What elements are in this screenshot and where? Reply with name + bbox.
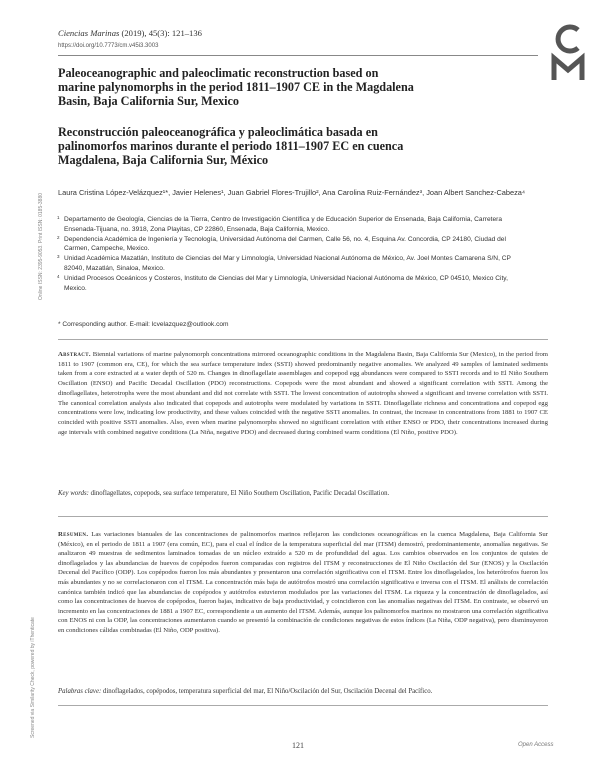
keywords-label: Key words: (58, 490, 89, 497)
similarity-check-sidebar: Screened via Similarity Check, powered by iThenticate (30, 617, 36, 738)
header-divider (58, 55, 538, 56)
abstract (58, 350, 548, 437)
abstract-heading: Abstract. (58, 351, 91, 358)
affiliation-item (58, 274, 528, 294)
journal-citation (58, 28, 202, 38)
affiliation-number: 2 (57, 234, 60, 240)
journal-volume: (2019), 45(3): 121–136 (119, 28, 202, 38)
affiliation-text: Dependencia Académica de Ingeniería y Tecnología, Universidad Autónoma del Carmen, Calle 56, no. 4, Esquina Av. Concordia, CP 24180, Ciudad del Carmen, Campeche, Mexico. (64, 235, 506, 253)
abstract-top-divider (58, 339, 548, 340)
affiliation-number: 1 (57, 215, 60, 220)
title-english: Paleoceanographic and paleoclimatic reconstruction based on marine palynomorphs in the period 1811–1907 CE in the Magdalena Basin, Baja California Sur, Mexico (58, 66, 414, 108)
resumen-heading: Resumen. (58, 531, 89, 538)
resumen (58, 530, 548, 636)
abstract-text: Biennial variations of marine palynomorph concentrations mirrored oceanographic conditions in the Magdalena Basin, Baja California Sur (Mexico), in the period from 1811 to 1907 (common era, CE), for which the sea surface temperature index (SSTI) showed predominantly negative anomalies. We analyzed 49 samples of laminated sediments taken from a core extracted at a water depth of 520 m. Changes in dinoflagellate assemblages and copepod egg abundances were compared to SSTI records and to El Niño Southern Oscillation (ENSO) and Pacific Decadal Oscillation (PDO) reconstructions. Copepods were the most abundant and showed a significant correlation with SSTI. Among the dinoflagellates, heterotrophs were the most abundant and did not correlate with SSTI. The lowest concentration of autotrophs showed a significant and inverse correlation with SSTI. The canonical correlation analysis also indicated that copepods and autotrophs were modulated by variations in SSTI. Dinoflagellate richness and concentrations and copepod egg concentrations were low, indicating low productivity, and these values coincided with the negative SSTI anomalies. In contrast, the increase in concentrations from 1881 to 1907 CE coincided with positive SSTI anomalies. Also, even when marine palynomorphs showed no significant correlation with either ENSO or PDO, their concentrations increased during age intervals with combined negative conditions (La Niña, negative PDO) and decreased during combined warm conditions (El Niño, positive PDO). (58, 351, 548, 436)
affiliations (58, 215, 528, 293)
affiliation-text: Unidad Procesos Oceánicos y Costeros, Instituto de Ciencias del Mar y Limnología, Universidad Nacional Autónoma de México, CP 04510, Mexico City, Mexico. (64, 274, 508, 292)
affiliation-item (58, 235, 528, 255)
open-access-label: Open Access (518, 742, 554, 748)
affiliation-item (58, 215, 528, 235)
resumen-text: Las variaciones bianuales de las concentraciones de palinomorfos marinos reflejaron las condiciones oceanográficas en la cuenca Magdalena, Baja California Sur (México), en el periodo de 1811 a 1907 (era común, EC), para el cual el índice de la temperatura superficial del mar (ITSM) demostró, predominantemente, anomalías negativas. Se analizaron 49 muestras de sedimentos laminados tomadas de un núcleo extraído a 520 m de profundidad del agua. Los cambios observados en los conjuntos de quistes de dinoflagelados y las abundancias de huevos de copépodos fueron comparadas con registros del ITSM y reconstrucciones de El Niño Oscilación del Sur (ENOS) y la Oscilación Decenal del Pacífico (ODP). Los copépodos fueron los más abundantes y presentaron una correlación significativa con el ITSM. Entre los dinoflagelados, los heterótrofos fueron los más abundantes y no se correlacionaron con el ITSM. La concentración más baja de autótrofos mostró una correlación significativa e inversa con el ITSM. El análisis de correlación canónica también indicó que las abundancias de copépodos y autótrofos estuvieron modulados por las variaciones del ITSM. La riqueza y la concentración de dinoflagelados, así como las concentraciones de huevos de copépodos, fueron bajas, indicativo de baja productividad, y coincidieron con las anomalías negativas del ITSM. En contraste, se observó un incremento en las concentraciones de 1881 a 1907 EC, correspondiente a un aumento del ITSM. Además, aunque los palinomorfos marinos no mostraron una correlación significativa con ENOS ni con la ODP, las concentraciones aumentaron cuando se presentó la combinación de condiciones negativas de estos índices (La Niña, ODP negativa), pero disminuyeron en condiciones cálidas combinadas (El Niño, ODP positiva). (58, 531, 548, 634)
bottom-divider (58, 705, 548, 706)
affiliation-text: Departamento de Geología, Ciencias de la Tierra, Centro de Investigación Científica y de Educación Superior de Ensenada, Baja California, Carretera Ensenada-Tijuana, no. 3918, Zona Playitas, CP 22860, Ensenada, Baja California, Mexico. (64, 216, 502, 233)
affiliation-number: 4 (57, 273, 60, 279)
keywords-text: dinoflagellates, copepods, sea surface temperature, El Niño Southern Oscillation, Pacific Decadal Oscillation. (88, 490, 390, 497)
section-divider (58, 516, 548, 517)
doi-link[interactable]: https://doi.org/10.7773/cm.v45i3.3003 (58, 43, 159, 49)
journal-logo (548, 24, 588, 88)
palabras-text: dinoflagelados, copépodos, temperatura superficial del mar, El Niño/Oscilación del Sur, Oscilación Decenal del Pacífico. (101, 688, 433, 695)
cm-logo-icon (548, 24, 588, 84)
affiliation-text: Unidad Académica Mazatlán, Instituto de Ciencias del Mar y Limnología, Universidad Nacional Autónoma de México, Av. Joel Montes Camarena S/N, CP 82040, Mazatlán, Sinaloa, Mexico. (64, 255, 511, 272)
page-number: 121 (292, 741, 304, 750)
palabras-clave (58, 688, 548, 695)
journal-name: Ciencias Marinas (58, 28, 120, 38)
keywords (58, 490, 548, 497)
palabras-label: Palabras clave: (58, 688, 102, 695)
corresponding-author: * Corresponding author. E-mail: lcvelazquez@outlook.com (58, 321, 229, 328)
issn-sidebar: Online ISSN: 2395-9053. Print ISSN: 0185-3880 (38, 192, 44, 300)
author-list: Laura Cristina López-Velázquez¹*, Javier Helenes¹, Juan Gabriel Flores-Trujillo², Ana Carolina Ruiz-Fernández³, Joan Albert Sanchez-Cabeza⁴ (58, 188, 526, 197)
affiliation-item (58, 254, 528, 274)
affiliation-number: 3 (57, 254, 60, 260)
title-spanish: Reconstrucción paleoceanográfica y paleoclimática basada en palinomorfos marinos durante el periodo 1811–1907 EC en cuenca Magdalena, Baja California Sur, México (58, 125, 404, 167)
